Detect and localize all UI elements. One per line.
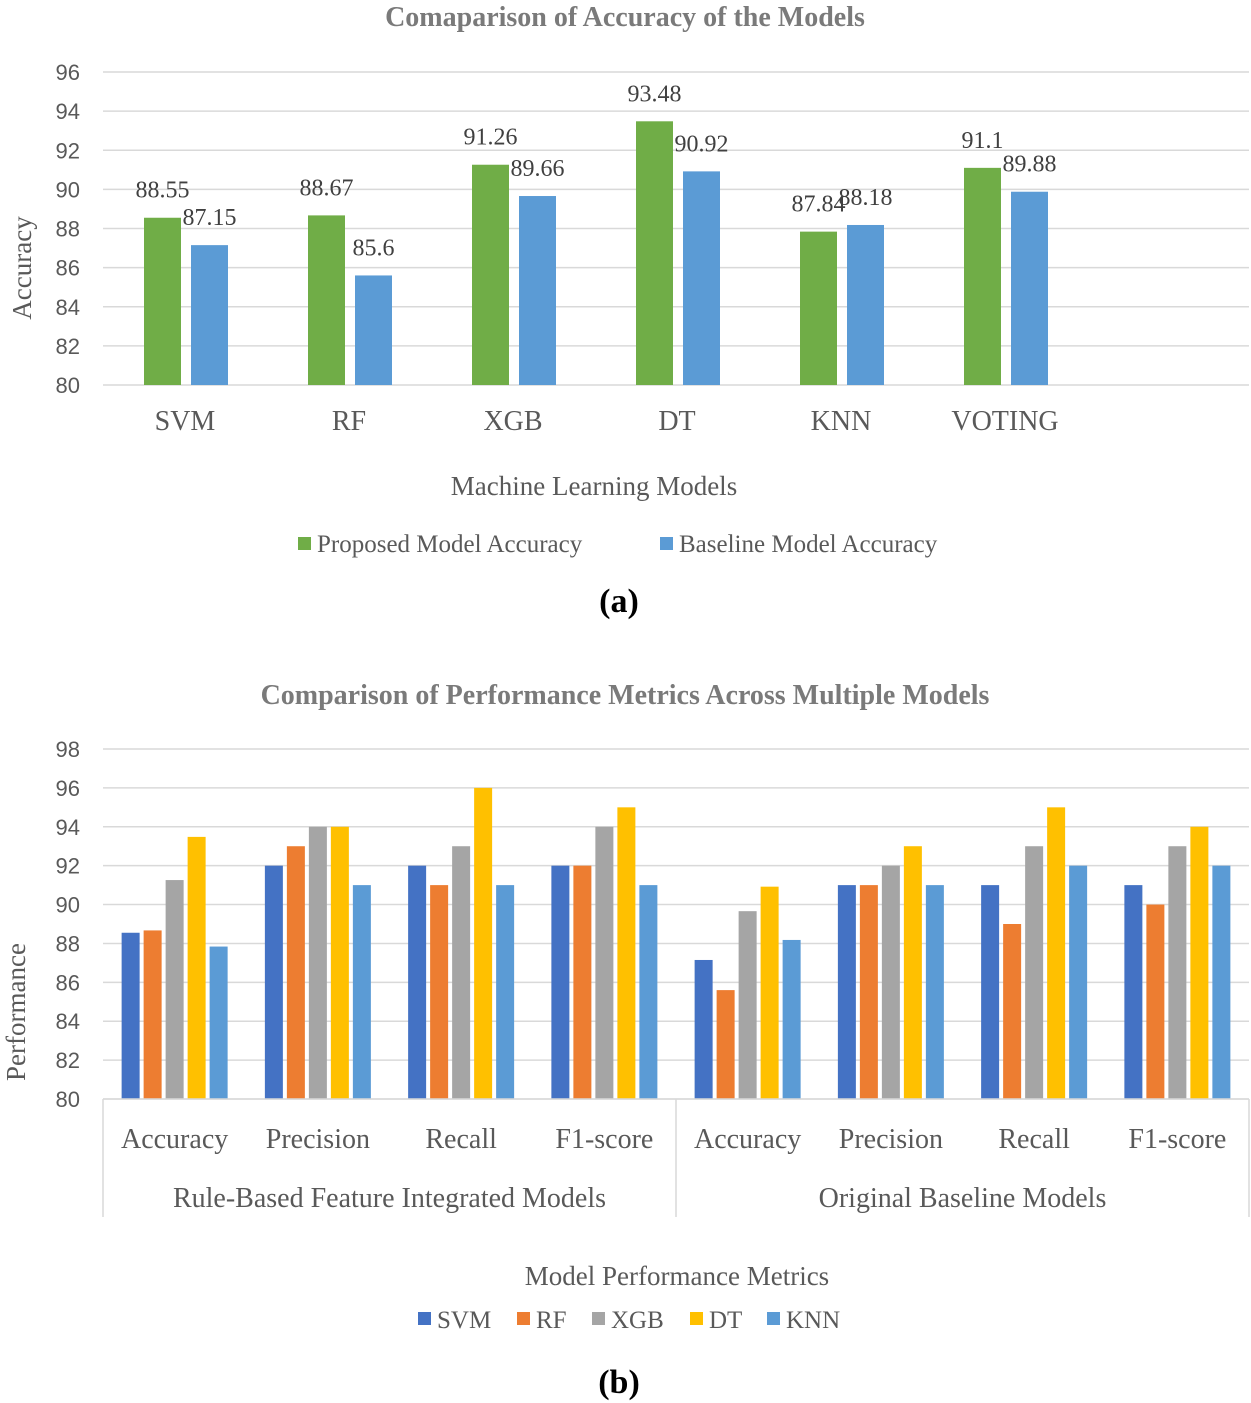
category-label-f1-score: F1-score [1128,1124,1227,1155]
bar-baseline-voting [1011,192,1048,385]
legend-swatch-baseline [660,537,673,550]
y-tick-label: 80 [55,373,80,398]
performance-metrics-chart [1,680,1249,1401]
bar-knn-recall [1069,866,1087,1099]
data-label: 91.1 [961,127,1004,154]
data-label: 89.88 [1002,151,1057,178]
y-tick-label: 88 [55,931,80,957]
bar-knn-recall [496,885,514,1099]
bar-knn-precision [926,885,944,1099]
bar-dt-recall [474,788,492,1099]
data-label: 87.84 [791,191,846,218]
bar-xgb-f1-score [595,827,613,1099]
bar-proposed-dt [636,121,673,385]
bar-svm-precision [838,885,856,1099]
bar-dt-accuracy [761,887,779,1099]
chart-b-y-axis-title: Performance [1,943,31,1081]
legend-label-proposed: Proposed Model Accuracy [317,531,583,558]
category-label-recall: Recall [425,1124,497,1155]
chart-a-x-axis-title: Machine Learning Models [450,471,738,501]
data-label: 85.6 [352,235,395,262]
bar-baseline-knn [847,225,884,385]
chart-a-data-labels [136,81,1057,261]
bar-rf-f1-score [573,866,591,1099]
data-label: 88.55 [135,177,190,204]
bar-rf-recall [1003,924,1021,1099]
chart-a-gridlines [103,72,1249,385]
bar-xgb-recall [452,846,470,1099]
chart-a-categories [155,406,1059,437]
legend-label-baseline: Baseline Model Accuracy [679,531,938,558]
chart-a-legend [298,531,938,558]
category-label-f1-score: F1-score [555,1124,654,1155]
category-label-precision: Precision [838,1124,943,1155]
data-label: 93.48 [627,81,682,108]
bar-rf-precision [287,846,305,1099]
y-tick-label: 82 [55,333,80,359]
chart-b-title: Comparison of Performance Metrics Across Multiple Models [260,680,990,711]
bar-proposed-voting [964,168,1001,385]
bar-rf-accuracy [717,990,735,1099]
bar-baseline-dt [683,171,720,385]
legend-label-rf: RF [536,1307,567,1334]
bar-knn-f1-score [1212,866,1230,1099]
y-tick-label: 88 [55,216,80,242]
group-label: Rule-Based Feature Integrated Models [172,1183,607,1214]
bar-proposed-knn [800,232,837,385]
bar-proposed-rf [308,215,345,385]
bar-svm-f1-score [551,866,569,1099]
bar-knn-f1-score [639,885,657,1099]
y-tick-label: 94 [55,99,80,125]
y-tick-label: 96 [55,775,80,801]
category-label-accuracy: Accuracy [120,1124,229,1155]
bar-proposed-svm [144,218,181,385]
category-label-accuracy: Accuracy [693,1124,802,1155]
y-tick-label: 84 [55,294,80,320]
y-tick-label: 82 [55,1048,80,1074]
bar-rf-recall [430,885,448,1099]
data-label: 88.67 [299,175,354,202]
chart-b-categories [121,1124,1226,1155]
category-label-knn: KNN [810,406,872,437]
legend-swatch-xgb [592,1312,605,1325]
y-tick-label: 94 [55,814,80,840]
legend-label-xgb: XGB [611,1307,664,1334]
data-label: 87.15 [182,205,237,232]
bar-knn-precision [353,885,371,1099]
data-label: 89.66 [510,156,565,183]
category-label-precision: Precision [265,1124,370,1155]
category-label-dt: DT [658,406,696,437]
legend-swatch-rf [517,1312,530,1325]
chart-a-y-axis-title: Accuracy [7,216,37,320]
y-tick-label: 96 [55,60,80,85]
chart-b-caption: (b) [598,1364,640,1401]
category-label-voting: VOTING [951,406,1059,437]
bar-svm-accuracy [695,960,713,1099]
y-tick-label: 86 [55,255,80,281]
y-tick-label: 90 [55,892,80,918]
y-tick-label: 80 [55,1087,80,1112]
y-tick-label: 84 [55,1009,80,1035]
bar-dt-f1-score [1190,827,1208,1099]
bar-svm-f1-score [1124,885,1142,1099]
bar-xgb-accuracy [739,911,757,1099]
y-tick-label: 92 [55,853,80,879]
bar-proposed-xgb [472,165,509,385]
bar-svm-recall [981,885,999,1099]
y-tick-label: 86 [55,970,80,996]
bar-svm-precision [265,866,283,1099]
bar-svm-accuracy [122,933,140,1099]
bar-xgb-recall [1025,846,1043,1099]
chart-a-title: Comaparison of Accuracy of the Models [385,2,865,33]
legend-swatch-svm [418,1312,431,1325]
chart-b-groups [173,1183,1106,1214]
bar-xgb-accuracy [166,880,184,1099]
legend-label-svm: SVM [437,1307,492,1334]
chart-b-legend [418,1307,840,1334]
data-label: 91.26 [463,124,518,151]
bar-dt-f1-score [617,807,635,1099]
legend-swatch-dt [690,1312,703,1325]
bar-baseline-xgb [519,196,556,385]
legend-label-knn: KNN [786,1307,841,1334]
bar-rf-precision [860,885,878,1099]
data-label: 90.92 [674,131,729,158]
bar-rf-f1-score [1146,905,1164,1099]
legend-label-dt: DT [709,1307,743,1334]
chart-a-caption: (a) [599,583,639,620]
legend-swatch-proposed [298,537,311,550]
bar-xgb-f1-score [1168,846,1186,1099]
bar-dt-accuracy [188,837,206,1099]
bar-dt-precision [331,827,349,1099]
bar-knn-accuracy [210,947,228,1099]
bar-rf-accuracy [144,930,162,1099]
category-label-rf: RF [331,406,367,437]
bar-svm-recall [408,866,426,1099]
bar-knn-accuracy [783,940,801,1099]
category-label-recall: Recall [998,1124,1070,1155]
bar-xgb-precision [309,827,327,1099]
bar-dt-recall [1047,807,1065,1099]
category-label-xgb: XGB [483,406,543,437]
y-tick-label: 98 [55,737,80,762]
category-label-svm: SVM [154,406,216,437]
y-tick-label: 92 [55,138,80,164]
bar-xgb-precision [882,866,900,1099]
y-tick-label: 90 [55,177,80,203]
data-label: 88.18 [838,184,893,211]
accuracy-chart [7,2,1249,620]
legend-swatch-knn [767,1312,780,1325]
chart-a-y-ticks [56,60,80,398]
chart-b-y-ticks [56,737,80,1112]
bar-dt-precision [904,846,922,1099]
bar-baseline-rf [355,275,392,385]
group-label: Original Baseline Models [818,1183,1107,1214]
bar-baseline-svm [191,245,228,385]
chart-b-x-axis-title: Model Performance Metrics [524,1261,830,1291]
